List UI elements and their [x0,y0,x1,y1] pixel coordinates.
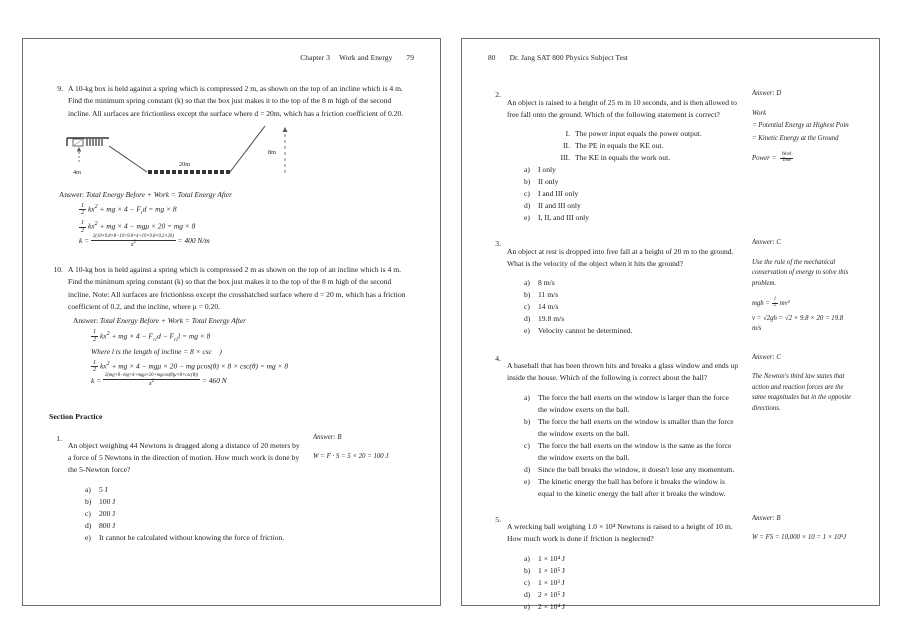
problem-10-result: = 460 N [202,375,227,385]
q2-choice-b-text: II only [538,177,559,187]
q5-choice-c-text: 1 × 10³ J [538,577,565,587]
q4-choice-d[interactable] [507,464,740,476]
q2-roman-i-label: I. [565,129,570,139]
q3-choice-e-text: Velocity cannot be determined. [538,326,633,336]
running-head-title: Work and Energy [339,53,393,62]
q2-note-line-2: = Potential Energy at Highest Poin [752,122,849,130]
sp-q1-choice-e[interactable] [68,532,301,544]
sp-q1-choice-a-label: a) [85,484,91,494]
q5-number: 5. [495,514,501,524]
problem-10-energy-statement: Total Energy Before + Work = Total Energy After [99,316,247,326]
q5-answer-head: Answer: B [752,514,781,522]
problem-9-eq-2: $\frac{1}{2}$ $kx^2$ + mg × 4 − mgμ × 20 = mg × 8 [81,219,196,234]
sp-q1-choice-b-text: 100 J [99,496,116,506]
q3-choice-b[interactable] [507,289,740,301]
q5-choice-a[interactable] [507,553,740,565]
q2-roman-ii-text: The PE in equals the KE out. [575,141,664,151]
q2-choice-c[interactable] [507,188,740,200]
q2-note-line-1: Work [752,109,767,117]
q3-equation-1 [752,298,853,310]
q2-roman-i-text: The power input equals the power output. [575,129,702,139]
section-practice-heading: Section Practice [49,411,103,421]
sp-q1-choice-c-label: c) [85,508,91,518]
problem-10-eq-note: Where l is the length of incline = 8 × csc ) [91,346,222,356]
sp-q1-choice-b-label: b) [85,496,92,506]
sp-q1-choice-c[interactable] [68,508,301,520]
sp-q1-text: An object weighing 44 Newtons is dragged along a distance of 20 meters by a force of 5 Newtons in the direction of motion. How much work is done by the 5-Newton force? [68,441,300,475]
question-4 [488,353,853,500]
q3-text: An object at rest is dropped into free fall at a height of 20 m to the ground. What is the velocity of the object when it hits the ground? [507,246,734,268]
q2-choice-d[interactable] [507,200,740,212]
q5-choice-a-text: 1 × 10⁴ J [538,553,565,563]
q4-choice-a-text: The force the ball exerts on the window is larger than the force the window exerts on the ball. [538,392,729,414]
q3-choice-d-label: d) [524,314,531,324]
problem-9-eq-1: $\frac{1}{2}$ $kx^2$ + mg × $4 - F_rd$ = mg × 8 [81,201,177,217]
problem-9-eq-3: k = $\frac{2(10\times 9.8\times 8-10\times 9.8\times 4+10\times 9.8\times 0.2\times 20)}{x^2}$ = 400 N/m [79,233,210,248]
q2-choice-d-label: d) [524,201,531,211]
q4-choice-c[interactable] [507,440,740,464]
sp-q1-choice-c-text: 200 J [99,508,116,518]
q3-choice-a[interactable] [507,277,740,289]
problem-10-text: A 10-kg box is held against a spring which is compressed 2 m as shown on the top of an incline which is 4 m. Find the minimum spring constant (k) so that the box just makes it to the top of the 8 m high of the second incline. Note: All surfaces are frictionless except the crosshatched surface where d = 20 m, which has a friction coefficient of 0.2, and the incline, where μ = 0.20. [68,265,406,312]
right-page [461,38,880,611]
sp-q1-choice-d[interactable] [68,520,301,532]
q5-choice-c-label: c) [524,577,530,587]
q5-choice-e-label: e) [524,601,530,611]
q2-answer-head: Answer: D [752,90,782,97]
question-2 [488,89,853,224]
q4-choice-a-label: a) [524,392,530,402]
problem-9-energy-statement: Total Energy Before + Work = Total Energy After [85,189,233,199]
sp-q1-choice-a[interactable] [68,484,301,496]
problem-10-eq-1: $\frac{1}{2}$ $kx^2$ + mg × $4 - F_{r1}d - F_{r2}l$ = mg × 8 [93,328,211,343]
problem-9-text: A 10-kg box is held against a spring which is compressed 2 m, as shown on the top of an incline which is 4 m. Find the minimum spring constant (k) so that the box just makes it to the top of the 8 m high of the second incline. All surfaces are frictionless except the surface where d = 20m, which has a friction coefficient of 0.20. [68,84,404,118]
q2-choice-b-label: b) [524,177,531,187]
q3-equation-2: v = √2gh = √2 × 9.8 × 20 = 19.8 m/s [752,314,844,333]
q2-choice-a-text: I only [538,165,556,175]
q3-eq1-tail: mv² [779,300,790,308]
q5-choice-d-label: d) [524,589,531,599]
q3-choice-d-text: 19.8 m/s [538,314,565,324]
q2-number: 2. [495,90,501,99]
sp-q1-choice-e-label: e) [85,532,91,542]
q4-choice-a[interactable] [507,392,740,416]
q2-choice-e-label: e) [524,213,530,223]
figure-label-4m: 4m [73,168,81,176]
q5-choice-a-label: a) [524,553,530,563]
problem-9-number: 9. [57,84,63,93]
problem-10-eq-2: $\frac{1}{2}$ $kx^2$ + mg × 4 − mgμ × 20 − mg μcos(θ) × 8 × csc(θ) = mg × 8 [93,358,289,374]
problem-10-answer [49,314,414,387]
q2-note-line-3: = Kinetic Energy at the Ground [752,134,839,142]
q4-choice-e[interactable] [507,476,740,500]
q4-choice-d-text: Since the ball breaks the window, it doesn't lose any momentum. [538,464,735,474]
figure-label-20m: 20m [179,160,191,168]
q3-eq1-lead: mgh = [752,300,770,308]
q4-choice-b-label: b) [524,416,531,426]
sp-q1-number: 1. [56,433,62,443]
q5-answer-equation: W = FS = 10,000 × 10 = 1 × 10⁵J [752,534,847,542]
q4-note: The Newton's third law states that action and reaction forces are the same magnitudes but in the opposite directions. [752,373,852,412]
q3-choice-a-label: a) [524,278,530,288]
q2-roman-statements [507,128,740,164]
q3-choice-e[interactable] [507,325,740,337]
q5-choice-c[interactable] [507,577,740,589]
q2-power-denominator: Time [782,158,792,164]
q2-roman-iii [507,152,740,164]
q5-choice-b-text: 1 × 10⁵ J [538,565,565,575]
q4-choice-c-text: The force the ball exerts on the window is the same as the force the window exerts on the ball. [538,440,732,462]
q2-roman-iii-text: The KE in equals the work out. [575,153,671,163]
q4-choice-e-label: e) [524,476,530,486]
q2-choice-a[interactable] [507,164,740,176]
q2-roman-ii-label: II. [563,141,570,151]
incline-diagram-svg [49,124,419,186]
right-page-number: 80 [488,53,496,62]
problem-9-answer-title [49,188,414,201]
sp-q1-choice-d-label: d) [85,520,92,530]
q4-choice-c-label: c) [524,440,530,450]
q3-choice-c-text: 14 m/s [538,302,559,312]
sp-q1-choices [68,484,301,544]
q2-choice-c-label: c) [524,189,530,199]
q5-choice-d[interactable] [507,589,740,601]
problem-10-answer-lead: Answer: [73,316,99,326]
q3-choice-b-text: 11 m/s [538,290,559,300]
sp-q1-choice-e-text: It cannot be calculated without knowing the force of friction. [99,532,285,542]
q4-choice-b-text: The force the ball exerts on the window is smaller than the force the window exerts on the ball. [538,416,734,438]
q4-choice-d-label: d) [524,464,531,474]
q5-text: A wrecking ball weighing 1.0 × 10⁴ Newtons is raised to a height of 10 m. How much work is done if friction is neglected? [507,522,733,544]
q2-choices [507,164,740,224]
problem-9-result: = 400 N/m [177,236,210,246]
q2-roman-i [507,128,740,140]
question-5 [488,514,853,613]
problem-10-number: 10. [53,265,63,275]
sp-q1-choice-a-text: 5 J [99,484,108,494]
q4-number: 4. [495,353,501,363]
q2-choice-a-label: a) [524,165,530,175]
q4-choice-b[interactable] [507,416,740,440]
q3-eq1-numerator: 1 [773,297,777,303]
problem-10 [49,264,414,313]
sp-q1-answer-equation: W = F · S = 5 × 20 = 100 J [313,453,389,461]
q2-roman-iii-label: III. [560,153,570,163]
sp-q1-choice-b[interactable] [68,496,301,508]
q2-power-numerator: Work [781,152,792,158]
q5-choice-b[interactable] [507,565,740,577]
q3-eq1-denominator: 2 [773,303,777,309]
q3-answer-head: Answer: C [752,239,781,247]
q2-power-label: Power = [752,155,777,163]
left-page [22,38,441,606]
q4-text: A baseball that has been thrown hits and breaks a glass window and ends up inside the house. Which of the following is correct about the ball? [507,361,739,383]
incline-spring-figure [49,124,414,186]
left-page-running-head [49,53,414,67]
problem-10-answer-title [49,314,414,327]
figure-label-8m: 8m [268,148,276,156]
q3-choices [507,277,740,337]
problem-9 [49,83,414,120]
q2-choice-d-text: II and III only [538,201,581,211]
running-head-chapter: Chapter 3 [300,53,331,62]
q2-choice-c-text: I and III only [538,189,579,199]
q2-text: An object is raised to a height of 25 m in 10 seconds, and is then allowed to free fall onto the ground. Which of the following statement is correct? [507,97,737,119]
q3-choice-e-label: e) [524,326,530,336]
q5-choice-e-text: 2 × 10⁴ J [538,601,565,611]
sp-q1-answer-head: Answer: B [313,433,342,441]
q2-roman-ii [507,140,740,152]
right-page-running-head [488,53,853,67]
q5-choice-e[interactable] [507,601,740,613]
q3-number: 3. [495,239,501,249]
q5-choices [507,553,740,613]
section-practice-question-1 [49,433,414,544]
q3-choice-c[interactable] [507,301,740,313]
q3-choice-d[interactable] [507,313,740,325]
left-page-number: 79 [406,53,414,62]
problem-10-eq-3: k = $\frac{\text{2(mg×8−mg×4+mgμ×20+mgcos(θ)μ×8×csc(θ))}}{x^2}$ = 460 N [91,373,227,388]
q2-power-equation [752,153,853,165]
problem-9-answer-lead: Answer: [59,189,85,199]
q3-choice-c-label: c) [524,302,530,312]
q3-choice-a-text: 8 m/s [538,278,555,288]
sp-q1-choice-d-text: 800 J [99,520,116,530]
question-3 [488,238,853,339]
problem-9-answer [49,188,414,248]
q5-choice-b-label: b) [524,565,531,575]
q2-choice-b[interactable] [507,176,740,188]
q4-choice-e-text: The kinetic energy the ball has before it breaks the window is equal to the kinetic energy the ball after it breaks the window. [538,476,726,498]
q2-choice-e[interactable] [507,212,740,224]
q4-choices [507,392,740,500]
q3-choice-b-label: b) [524,290,531,300]
q3-note: Use the rule of the mechanical conservation of energy to solve this problem. [752,258,849,287]
q4-answer-head: Answer: C [752,353,781,361]
q5-choice-d-text: 2 × 10⁵ J [538,589,565,599]
book-title: Dr. Jang SAT 800 Physics Subject Test [509,53,629,62]
q2-choice-e-text: I, II, and III only [538,213,590,223]
